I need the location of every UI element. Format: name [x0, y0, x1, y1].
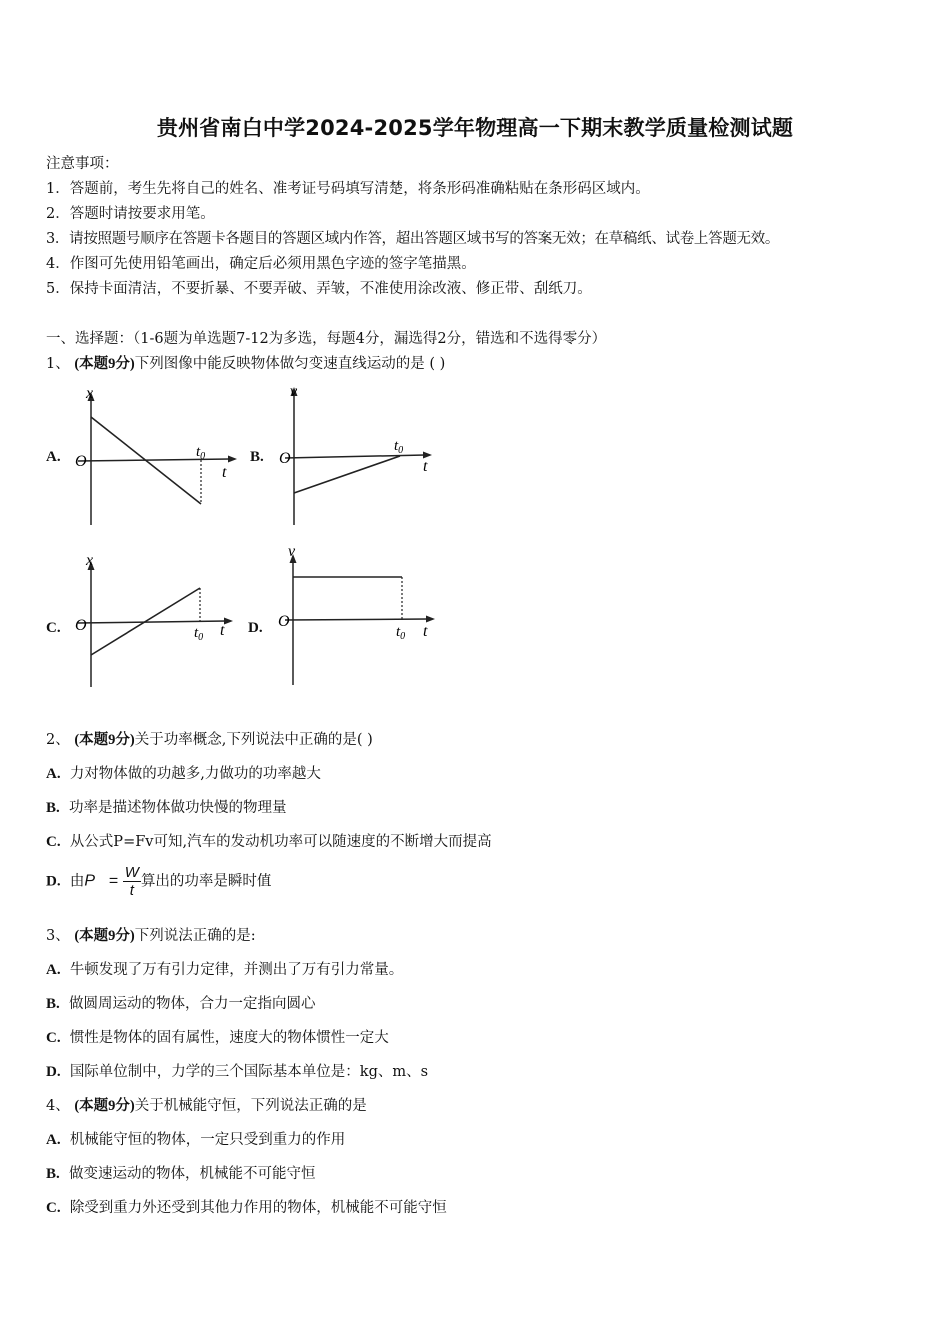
option-letter: C. [46, 834, 61, 850]
question-score: (本题9分) [74, 732, 135, 748]
question-number: 2、 [46, 732, 70, 748]
t0-label: $t_0$ [196, 444, 206, 462]
question-number: 4、 [46, 1098, 70, 1114]
question-text: 关于机械能守恒，下列说法正确的是 [134, 1098, 367, 1114]
x-axis-label: t [220, 622, 225, 639]
option-text: 从公式P=Fv可知,汽车的发动机功率可以随速度的不断增大而提高 [69, 834, 492, 850]
q2-option-a [46, 762, 321, 783]
y-axis-label: x [86, 552, 94, 569]
origin-label: O [278, 613, 290, 630]
graph-d-label: D. [248, 620, 263, 636]
q4-option-b [46, 1162, 315, 1183]
question-score: (本题9分) [74, 928, 135, 944]
graph-b [273, 380, 448, 530]
question-score: (本题9分) [74, 356, 135, 372]
option-letter: C. [46, 1030, 61, 1046]
notice-item-2: 2．答题时请按要求用笔。 [46, 206, 215, 222]
option-letter: D. [46, 873, 61, 890]
option-text: 惯性是物体的固有属性，速度大的物体惯性一定大 [69, 1030, 389, 1046]
x-axis-arrow-icon [228, 456, 237, 463]
option-letter: A. [46, 1132, 61, 1148]
option-text: 做圆周运动的物体，合力一定指向圆心 [68, 996, 316, 1012]
q3-option-b [46, 992, 315, 1013]
question-number: 1、 [46, 356, 70, 372]
t0-label: $t_0$ [394, 438, 404, 456]
origin-label: O [75, 453, 87, 470]
origin-label: O [75, 617, 87, 634]
question-4 [46, 1094, 367, 1115]
graph-line [294, 456, 400, 493]
y-axis-label: v [290, 383, 298, 400]
y-axis-label: x [86, 385, 94, 402]
option-letter: D. [46, 1064, 61, 1080]
notice-item-3: 3．请按照题号顺序在答题卡各题目的答题区域内作答，超出答题区域书写的答案无效；在草稿纸、试卷上答题无效。 [46, 231, 780, 247]
graph-c-label: C. [46, 620, 61, 636]
x-axis-label: t [423, 458, 428, 475]
q4-option-a [46, 1128, 345, 1149]
graph-c [70, 545, 245, 695]
notice-heading: 注意事项： [46, 156, 119, 172]
q2-option-d [46, 864, 271, 899]
notice-item-5: 5．保持卡面清洁，不要折暴、不要弄破、弄皱，不准使用涂改液、修正带、刮纸刀。 [46, 281, 592, 297]
question-text: 关于功率概念,下列说法中正确的是( ) [134, 732, 373, 748]
option-text: 机械能守恒的物体，一定只受到重力的作用 [69, 1132, 346, 1148]
x-axis [285, 619, 428, 620]
question-text: 下列说法正确的是: [134, 928, 256, 944]
option-letter: A. [46, 766, 61, 782]
q4-option-c [46, 1196, 447, 1217]
question-3 [46, 924, 256, 945]
t0-label: $t_0$ [194, 625, 204, 643]
formula-numerator: W [124, 864, 139, 881]
option-text: 牛顿发现了万有引力定律，并测出了万有引力常量。 [69, 962, 404, 978]
question-1 [46, 352, 445, 373]
question-score: (本题9分) [74, 1098, 135, 1114]
option-text: 力对物体做的功越多,力做功的功率越大 [69, 766, 321, 782]
graph-a-label: A. [46, 449, 61, 465]
option-text: 除受到重力外还受到其他力作用的物体，机械能不可能守恒 [69, 1200, 447, 1216]
option-text: 算出的功率是瞬时值 [140, 873, 272, 890]
option-letter: B. [46, 996, 60, 1012]
formula-equals: = [108, 872, 119, 890]
graph-d [273, 540, 448, 690]
q2-option-b [46, 796, 286, 817]
x-axis-arrow-icon [426, 616, 435, 623]
x-axis-arrow-icon [224, 618, 233, 625]
x-axis [285, 455, 425, 458]
option-text: 国际单位制中，力学的三个国际基本单位是：kg、m、s [69, 1064, 429, 1080]
q2-option-c [46, 830, 492, 851]
formula-fraction [123, 864, 141, 899]
origin-label: O [279, 450, 291, 467]
page-title: 贵州省南白中学2024-2025学年物理高一下期末教学质量检测试题 [156, 116, 794, 140]
x-axis [78, 621, 226, 623]
section-header: 一、选择题：（1-6题为单选题7-12为多选，每题4分，漏选得2分，错选和不选得零分） [46, 331, 607, 347]
q3-option-d [46, 1060, 428, 1081]
notice-item-1: 1．答题前，考生先将自己的姓名、准考证号码填写清楚，将条形码准确粘贴在条形码区域内。 [46, 181, 650, 197]
option-letter: B. [46, 1166, 60, 1182]
q3-option-a [46, 958, 403, 979]
t0-label: $t_0$ [396, 624, 406, 642]
option-text: 由 [69, 873, 85, 890]
question-number: 3、 [46, 928, 70, 944]
option-letter: C. [46, 1200, 61, 1216]
graph-b-label: B. [250, 449, 264, 465]
notice-item-4: 4．作图可先使用铅笔画出，确定后必须用黑色字迹的签字笔描黑。 [46, 256, 476, 272]
formula-lhs: P [84, 872, 95, 890]
x-axis [78, 459, 230, 461]
x-axis-label: t [423, 623, 428, 640]
option-letter: A. [46, 962, 61, 978]
x-axis-label: t [222, 464, 227, 481]
option-text: 功率是描述物体做功快慢的物理量 [68, 800, 287, 816]
formula-denominator: t [129, 882, 134, 899]
question-text: 下列图像中能反映物体做匀变速直线运动的是 ( ) [134, 356, 446, 372]
graph-a [70, 380, 245, 530]
y-axis-label: v [288, 543, 296, 560]
q3-option-c [46, 1026, 389, 1047]
option-letter: B. [46, 800, 60, 816]
question-2 [46, 728, 373, 749]
option-text: 做变速运动的物体，机械能不可能守恒 [68, 1166, 316, 1182]
